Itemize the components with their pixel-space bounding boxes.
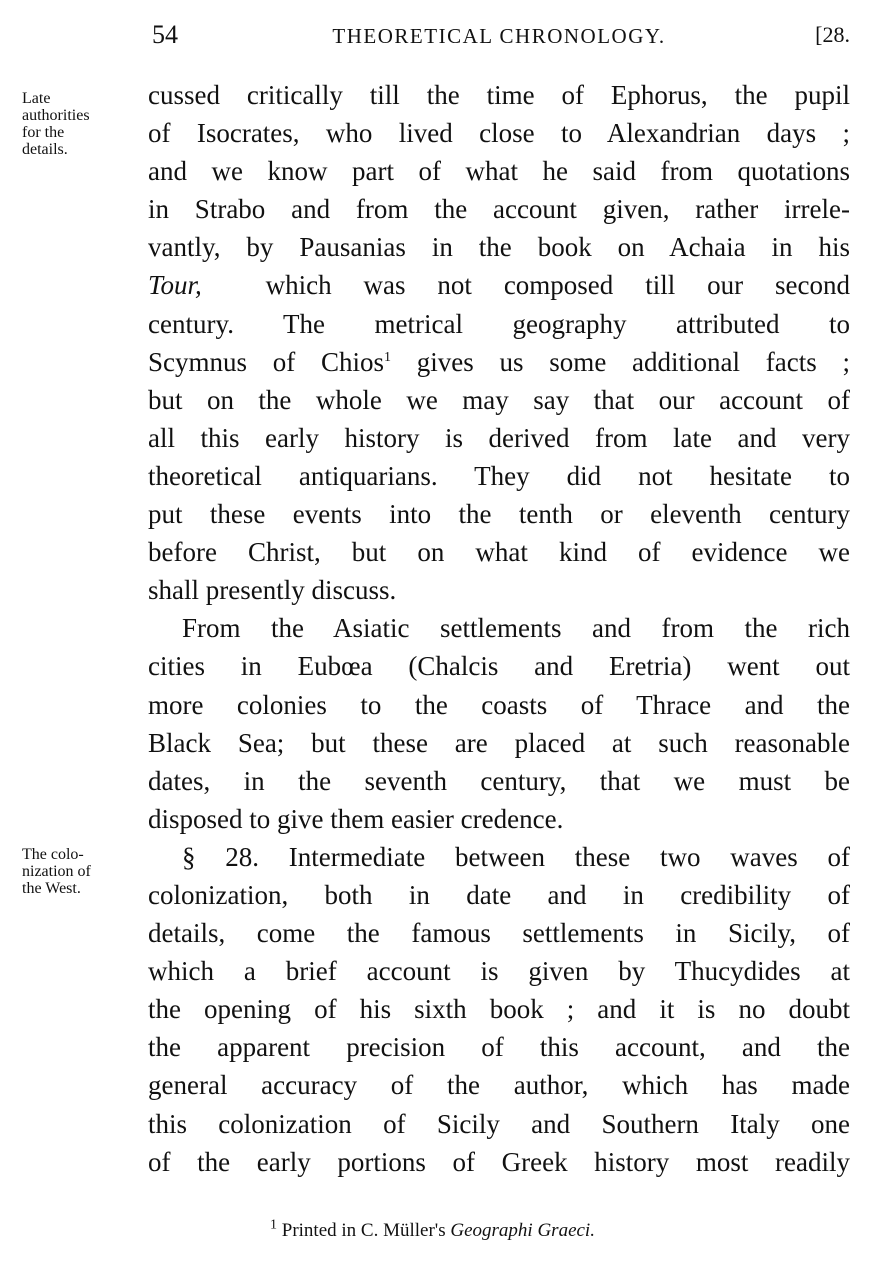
text-line: of the early portions of Greek history most readily: [148, 1146, 850, 1177]
body-text: [148, 76, 850, 1181]
text-fragment: which was not composed till our second: [265, 270, 850, 301]
text-line: cities in Eubœa (Chalcis and Eretria) went out: [148, 651, 850, 682]
sidenote-line: Late: [22, 90, 51, 107]
italic-tour: Tour,: [148, 270, 202, 301]
text-line: colonization, both in date and in credibility of: [148, 879, 850, 910]
sidenote-late-authorities: [22, 90, 140, 158]
text-line: the apparent precision of this account, and the: [148, 1032, 850, 1063]
sidenote-line: details.: [22, 141, 68, 158]
text-line: this colonization of Sicily and Southern Italy one: [148, 1108, 850, 1139]
footnote-italic-title: Geographi Graeci.: [450, 1220, 595, 1241]
text-line: vantly, by Pausanias in the book on Achaia in his: [148, 232, 850, 263]
text-line: in Strabo and from the account given, rather irrele-: [148, 194, 850, 225]
text-line: From the Asiatic settlements and from the rich: [182, 613, 850, 644]
sidenote-line: authorities: [22, 107, 90, 124]
page-header: [148, 18, 850, 54]
paragraph-2: [148, 609, 850, 838]
page-number: 54: [152, 20, 178, 49]
text-line: [148, 343, 850, 381]
sidenote-line: The colo-: [22, 846, 84, 863]
sidenote-line: the West.: [22, 880, 81, 897]
footnote-mark: 1: [270, 1217, 277, 1233]
text-line: and we know part of what he said from quotations: [148, 156, 850, 187]
text-line: dates, in the seventh century, that we must be: [148, 765, 850, 796]
footnote-mark: 1: [384, 349, 392, 365]
text-line: before Christ, but on what kind of evidence we: [148, 537, 850, 568]
footnote-text: Printed in C. Müller's: [281, 1220, 446, 1241]
sidenote-colonization-west: [22, 846, 140, 897]
text-line: but on the whole we may say that our account of: [148, 384, 850, 415]
text-line: which a brief account is given by Thucydides at: [148, 956, 850, 987]
text-line: theoretical antiquarians. They did not hesitate to: [148, 460, 850, 491]
paragraph-3: [148, 838, 850, 1181]
footnote: [270, 1217, 595, 1242]
text-line: all this early history is derived from late and very: [148, 422, 850, 453]
text-line: [148, 266, 850, 304]
text-line: of Isocrates, who lived close to Alexandrian days ;: [148, 118, 850, 149]
text-fragment: gives us some additional facts ;: [416, 346, 851, 377]
text-fragment: Scymnus of Chios: [148, 346, 385, 377]
section-reference: [28.: [815, 22, 850, 47]
text-line: century. The metrical geography attributed to: [148, 308, 850, 339]
text-line: Black Sea; but these are placed at such reasonable: [148, 727, 850, 758]
text-line: § 28. Intermediate between these two waves of: [182, 841, 850, 872]
text-line: details, come the famous settlements in Sicily, of: [148, 918, 850, 949]
text-line: disposed to give them easier credence.: [148, 803, 564, 834]
text-line: more colonies to the coasts of Thrace and the: [148, 689, 850, 720]
paragraph-1: [148, 76, 850, 609]
text-line: shall presently discuss.: [148, 575, 397, 606]
sidenote-line: nization of: [22, 863, 91, 880]
sidenote-line: for the: [22, 124, 65, 141]
running-title: THEORETICAL CHRONOLOGY.: [332, 24, 666, 48]
text-line: general accuracy of the author, which has made: [148, 1070, 850, 1101]
text-line: put these events into the tenth or eleventh century: [148, 499, 850, 530]
text-line: the opening of his sixth book ; and it is no doubt: [148, 994, 850, 1025]
text-line: cussed critically till the time of Ephorus, the pupil: [148, 80, 850, 110]
